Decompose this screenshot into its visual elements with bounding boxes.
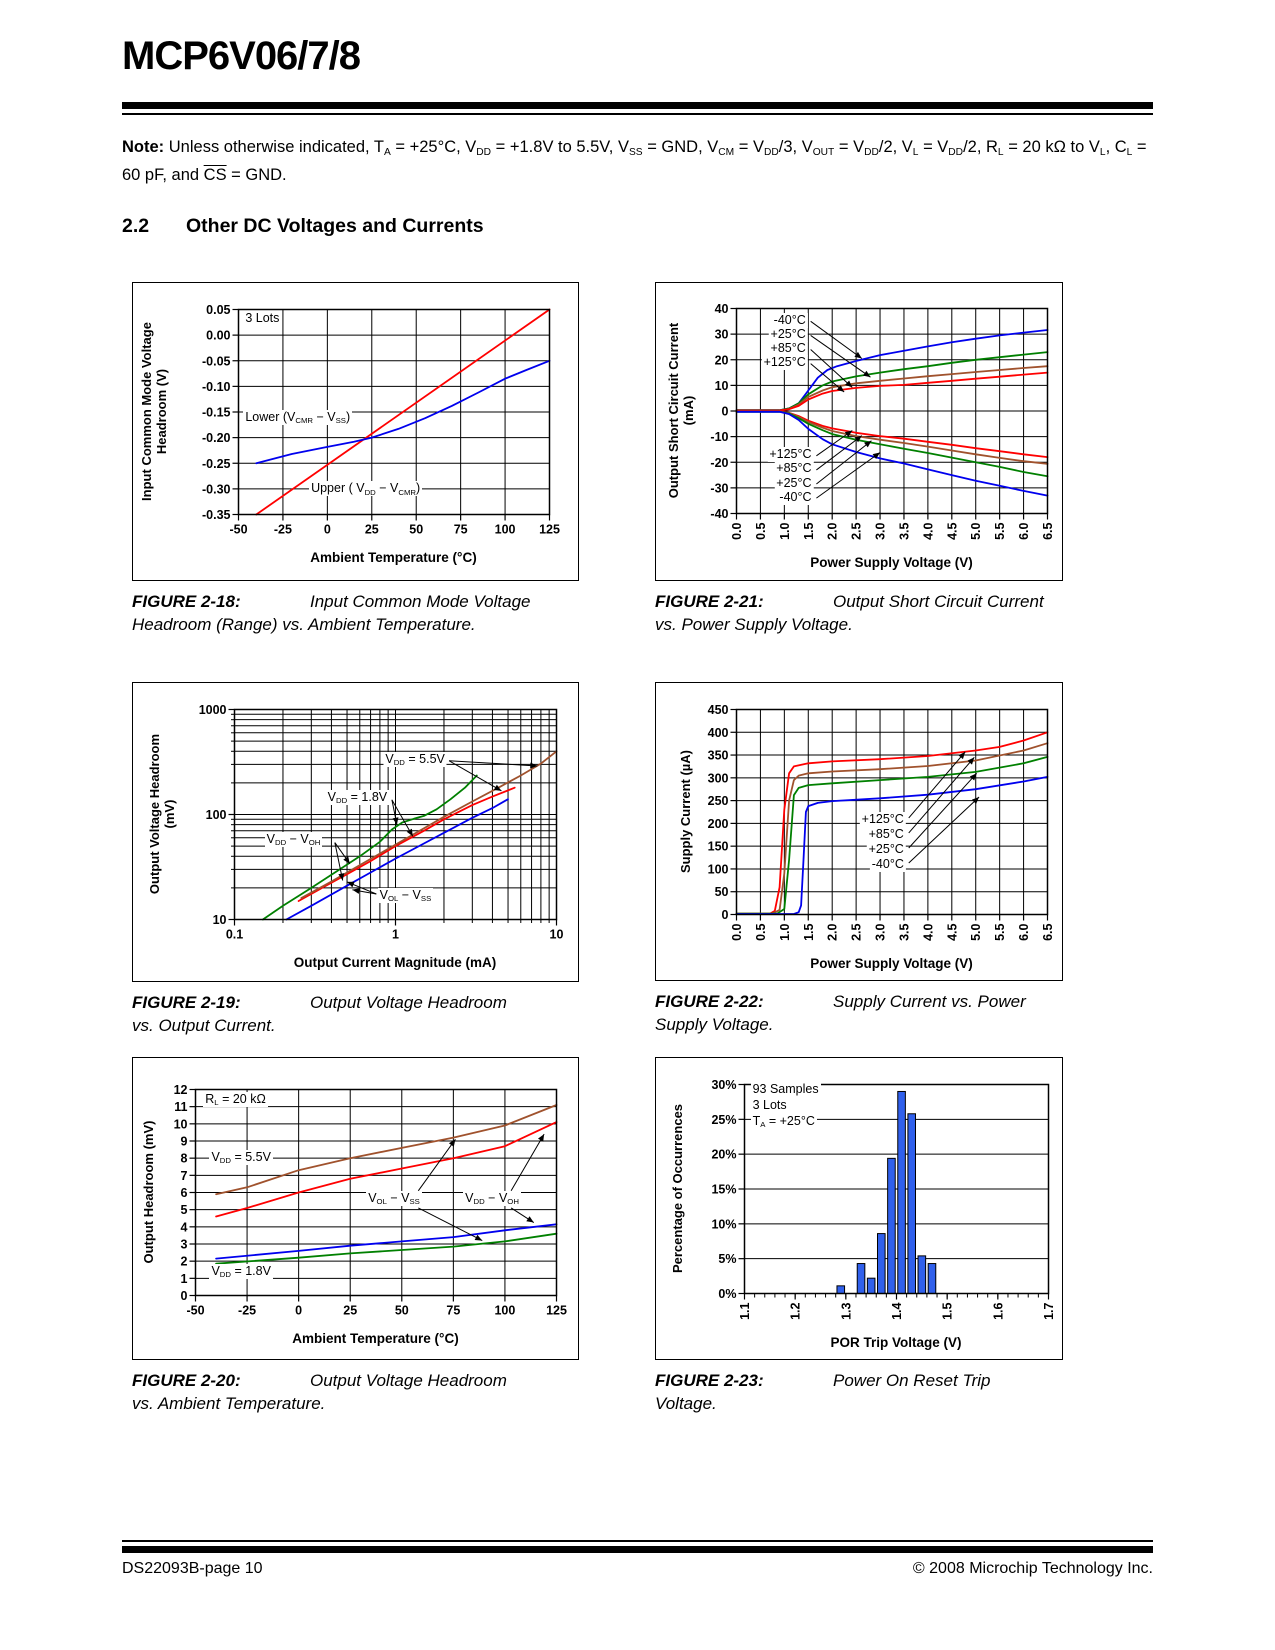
figure-2-18-caption: FIGURE 2-18: Input Common Mode Voltage Headroom (Range) vs. Ambient Temperature.	[132, 592, 531, 634]
svg-text:300: 300	[707, 771, 729, 786]
svg-text:15%: 15%	[711, 1182, 737, 1197]
svg-text:6.5: 6.5	[1041, 923, 1055, 941]
svg-text:4: 4	[180, 1220, 188, 1235]
y-axis-title: Percentage of Occurrences	[670, 1103, 685, 1274]
figure-2-18-chart	[132, 282, 579, 581]
chart-annotation: Lower $(V_{CMR} - V_{SS})$	[245, 410, 351, 426]
svg-text:8: 8	[180, 1151, 188, 1166]
svg-text:5%: 5%	[718, 1252, 737, 1267]
svg-text:6.0: 6.0	[1017, 923, 1032, 941]
svg-text:6.5: 6.5	[1041, 522, 1055, 540]
chart-annotation: +85°C	[776, 461, 812, 476]
svg-text:-0.20: -0.20	[202, 431, 231, 446]
y-axis-title: Input Common Mode Voltage Headroom (V)	[139, 322, 170, 501]
svg-text:25: 25	[364, 522, 379, 537]
chart-annotation: 93 Samples	[752, 1082, 819, 1097]
svg-text:-0.35: -0.35	[202, 508, 231, 522]
x-axis-title: Power Supply Voltage (V)	[810, 956, 973, 971]
svg-text:2.5: 2.5	[849, 923, 864, 941]
svg-text:125: 125	[539, 522, 560, 537]
svg-text:2: 2	[180, 1254, 188, 1269]
svg-text:5.5: 5.5	[993, 522, 1008, 540]
x-axis-title: Power Supply Voltage (V)	[810, 555, 973, 570]
chart-annotation: $V_{DD} - V_{OH}$	[266, 831, 321, 847]
conditions-note	[122, 133, 1167, 189]
svg-text:200: 200	[707, 816, 729, 831]
svg-text:-0.05: -0.05	[202, 354, 231, 369]
chart-annotation: $V_{OL} - V_{SS}$	[368, 1190, 420, 1207]
svg-text:11: 11	[174, 1100, 188, 1115]
svg-text:0: 0	[721, 404, 729, 419]
chart-annotation: +125°C	[763, 355, 806, 370]
svg-text:7: 7	[180, 1168, 188, 1183]
x-axis-title: Ambient Temperature (°C)	[310, 550, 477, 565]
section-number: 2.2	[122, 215, 150, 237]
svg-text:25: 25	[343, 1303, 358, 1318]
y-axis-title: Output Short Circuit Current (mA)	[666, 322, 697, 499]
figure-2-19-caption: FIGURE 2-19: Output Voltage Headroom vs. Output Current.	[132, 993, 507, 1035]
svg-text:0: 0	[721, 908, 729, 922]
svg-text:100: 100	[494, 522, 516, 537]
figure-2-21-caption: FIGURE 2-21: Output Short Circuit Current vs. Power Supply Voltage.	[655, 592, 1044, 634]
footer-rule-thin	[122, 1540, 1153, 1542]
svg-text:1.5: 1.5	[940, 1302, 955, 1320]
svg-text:0: 0	[180, 1289, 188, 1303]
page-title: MCP6V06/7/8	[122, 34, 361, 78]
svg-text:4.0: 4.0	[921, 522, 936, 540]
figure-2-19-chart	[132, 682, 579, 982]
figure-2-22-caption: FIGURE 2-22: Supply Current vs. Power Supply Voltage.	[655, 992, 1026, 1034]
y-axis-title: Output Voltage Headroom (mV)	[147, 733, 178, 895]
svg-text:20: 20	[714, 353, 729, 368]
svg-text:-20: -20	[710, 455, 729, 470]
section-heading	[122, 215, 484, 238]
svg-text:12: 12	[173, 1083, 188, 1097]
svg-text:75: 75	[446, 1303, 461, 1318]
y-axis-title: Output Headroom (mV)	[141, 1120, 156, 1264]
chart-annotation: $V_{OL} - V_{SS}$	[379, 888, 432, 904]
chart-annotation: +125°C	[769, 447, 812, 462]
chart-annotation: -40°C	[779, 489, 812, 504]
svg-text:-30: -30	[710, 481, 729, 496]
svg-text:450: 450	[707, 703, 729, 717]
svg-text:1.0: 1.0	[777, 923, 792, 941]
chart-annotation: 3 Lots	[245, 310, 280, 325]
svg-text:2.0: 2.0	[825, 923, 840, 941]
svg-text:5.5: 5.5	[993, 923, 1008, 941]
svg-text:0: 0	[323, 522, 331, 537]
x-axis-title: Output Current Magnitude (mA)	[293, 955, 497, 970]
svg-text:4.5: 4.5	[945, 923, 960, 941]
svg-text:4.0: 4.0	[921, 923, 936, 941]
svg-text:1.4: 1.4	[890, 1302, 904, 1320]
svg-text:1.5: 1.5	[801, 522, 816, 540]
chart-annotation: +85°C	[868, 826, 904, 841]
svg-text:100: 100	[205, 808, 227, 822]
footer-copyright: © 2008 Microchip Technology Inc.	[912, 1560, 1153, 1577]
svg-text:0%: 0%	[718, 1287, 737, 1301]
chart-canvas	[133, 683, 578, 981]
svg-text:400: 400	[707, 725, 729, 740]
svg-text:5.0: 5.0	[969, 923, 984, 941]
chart-annotation: Upper ( $V_{DD} - V_{CMR}$)	[311, 481, 421, 497]
svg-text:6.0: 6.0	[1017, 522, 1032, 540]
svg-text:30%: 30%	[711, 1078, 737, 1092]
chart-annotation: $V_{DD} = 1.8V$	[211, 1263, 271, 1279]
svg-text:3.0: 3.0	[873, 522, 888, 540]
svg-text:40: 40	[714, 302, 729, 316]
svg-text:-40: -40	[710, 507, 729, 521]
figure-2-20-chart	[132, 1057, 579, 1360]
chart-annotation: $V_{DD} = 5.5V$	[385, 751, 445, 767]
figure-2-23-caption: FIGURE 2-23: Power On Reset Trip Voltage.	[655, 1371, 991, 1413]
svg-text:1.3: 1.3	[839, 1302, 854, 1320]
svg-text:1: 1	[180, 1271, 188, 1286]
svg-text:10: 10	[549, 927, 564, 942]
chart-annotation: $T_A = +25^\circ C$	[752, 1114, 815, 1130]
svg-text:1000: 1000	[198, 703, 227, 717]
x-axis-title: Ambient Temperature (°C)	[292, 1331, 459, 1346]
svg-text:-0.15: -0.15	[202, 405, 231, 420]
chart-annotation: -40°C	[871, 856, 904, 871]
svg-text:100: 100	[494, 1303, 516, 1318]
section-title: Other DC Voltages and Currents	[186, 215, 484, 237]
chart-annotation: +125°C	[861, 811, 904, 826]
chart-annotation: +25°C	[770, 326, 806, 341]
note-label: Note:	[122, 138, 165, 156]
svg-text:-25: -25	[273, 522, 292, 537]
svg-text:125: 125	[546, 1303, 567, 1318]
chart-canvas	[656, 1058, 1062, 1359]
svg-text:350: 350	[707, 748, 729, 763]
svg-text:-0.30: -0.30	[202, 482, 231, 497]
footer-rule-thick	[122, 1546, 1153, 1553]
svg-text:100: 100	[707, 862, 729, 877]
svg-text:1.1: 1.1	[738, 1302, 752, 1320]
svg-text:-10: -10	[710, 430, 729, 445]
svg-text:10%: 10%	[711, 1217, 737, 1232]
svg-text:3.5: 3.5	[897, 522, 912, 540]
svg-text:1: 1	[392, 927, 399, 942]
header-rule-thin	[122, 113, 1153, 115]
svg-text:25%: 25%	[711, 1112, 737, 1127]
svg-text:5: 5	[180, 1203, 188, 1218]
svg-text:30: 30	[714, 327, 729, 342]
svg-text:6: 6	[180, 1186, 188, 1200]
svg-text:3: 3	[180, 1237, 188, 1252]
svg-text:3.0: 3.0	[873, 923, 888, 941]
svg-text:5.0: 5.0	[969, 522, 984, 540]
svg-text:1.5: 1.5	[801, 923, 816, 941]
svg-text:0.05: 0.05	[206, 303, 231, 317]
chart-canvas	[133, 283, 578, 580]
figure-2-23-chart	[655, 1057, 1063, 1360]
header-rule-thick	[122, 102, 1153, 109]
chart-annotation: $R_L = 20$ kΩ	[205, 1092, 266, 1108]
svg-text:1.0: 1.0	[777, 522, 792, 540]
svg-text:3.5: 3.5	[897, 923, 912, 941]
chart-annotation: $V_{DD} = 5.5V$	[211, 1149, 271, 1165]
chart-annotation: +25°C	[776, 475, 812, 490]
chart-annotation: -40°C	[773, 312, 806, 327]
svg-text:150: 150	[707, 839, 729, 854]
chart-annotation: 3 Lots	[752, 1098, 787, 1113]
svg-text:1.6: 1.6	[991, 1302, 1006, 1320]
svg-text:0: 0	[295, 1303, 303, 1318]
note-text: Unless otherwise indicated, $T_A = +25^\circ C$, $V_{DD} = +1.8V$ to 5.5V, $V_{SS}$ = GND, $V_{CM} = V_{DD}/3$, $V_{OUT} = V_{DD}/2$, $V_L = V_{DD}/2$, $R_L = 20$ kΩ to $V_L$, $C_L = 60$ pF, and $\overline{CS}$ = GND.	[122, 138, 1147, 185]
svg-text:20%: 20%	[711, 1147, 737, 1162]
chart-annotation: +25°C	[868, 841, 904, 856]
footer-page-number: DS22093B-page 10	[122, 1560, 263, 1577]
svg-text:-0.10: -0.10	[202, 379, 231, 394]
svg-text:1.2: 1.2	[788, 1302, 803, 1320]
figure-2-22-chart	[655, 682, 1063, 981]
chart-annotation: $V_{DD} - V_{OH}$	[465, 1190, 519, 1207]
chart-annotation: +85°C	[770, 341, 806, 355]
svg-text:50: 50	[409, 522, 424, 537]
chart-annotation: $V_{DD} = 1.8V$	[327, 790, 388, 806]
svg-text:10: 10	[212, 913, 227, 927]
svg-text:0.5: 0.5	[753, 522, 768, 540]
svg-text:50: 50	[714, 885, 729, 900]
svg-text:1.7: 1.7	[1042, 1302, 1056, 1320]
svg-text:75: 75	[453, 522, 468, 537]
svg-text:-25: -25	[238, 1303, 257, 1318]
chart-canvas	[656, 283, 1062, 580]
svg-text:10: 10	[173, 1117, 188, 1132]
svg-text:0.0: 0.0	[730, 923, 744, 941]
svg-text:10: 10	[714, 378, 729, 393]
svg-text:9: 9	[180, 1134, 188, 1149]
x-axis-title: POR Trip Voltage (V)	[830, 1335, 962, 1350]
svg-text:-50: -50	[186, 1303, 205, 1318]
svg-text:0.1: 0.1	[225, 927, 244, 942]
svg-text:0.00: 0.00	[206, 328, 231, 343]
svg-text:0.0: 0.0	[730, 522, 744, 540]
figure-2-20-caption: FIGURE 2-20: Output Voltage Headroom vs. Ambient Temperature.	[132, 1371, 507, 1413]
chart-canvas	[133, 1058, 578, 1359]
svg-text:0.5: 0.5	[753, 923, 768, 941]
svg-text:2.0: 2.0	[825, 522, 840, 540]
y-axis-title: Supply Current (µA)	[678, 749, 693, 874]
svg-text:250: 250	[707, 794, 729, 809]
figure-2-21-chart	[655, 282, 1063, 581]
svg-text:-0.25: -0.25	[202, 456, 231, 471]
svg-text:4.5: 4.5	[945, 522, 960, 540]
svg-text:-50: -50	[229, 522, 248, 537]
svg-text:50: 50	[394, 1303, 409, 1318]
chart-canvas	[656, 683, 1062, 980]
svg-text:2.5: 2.5	[849, 522, 864, 540]
